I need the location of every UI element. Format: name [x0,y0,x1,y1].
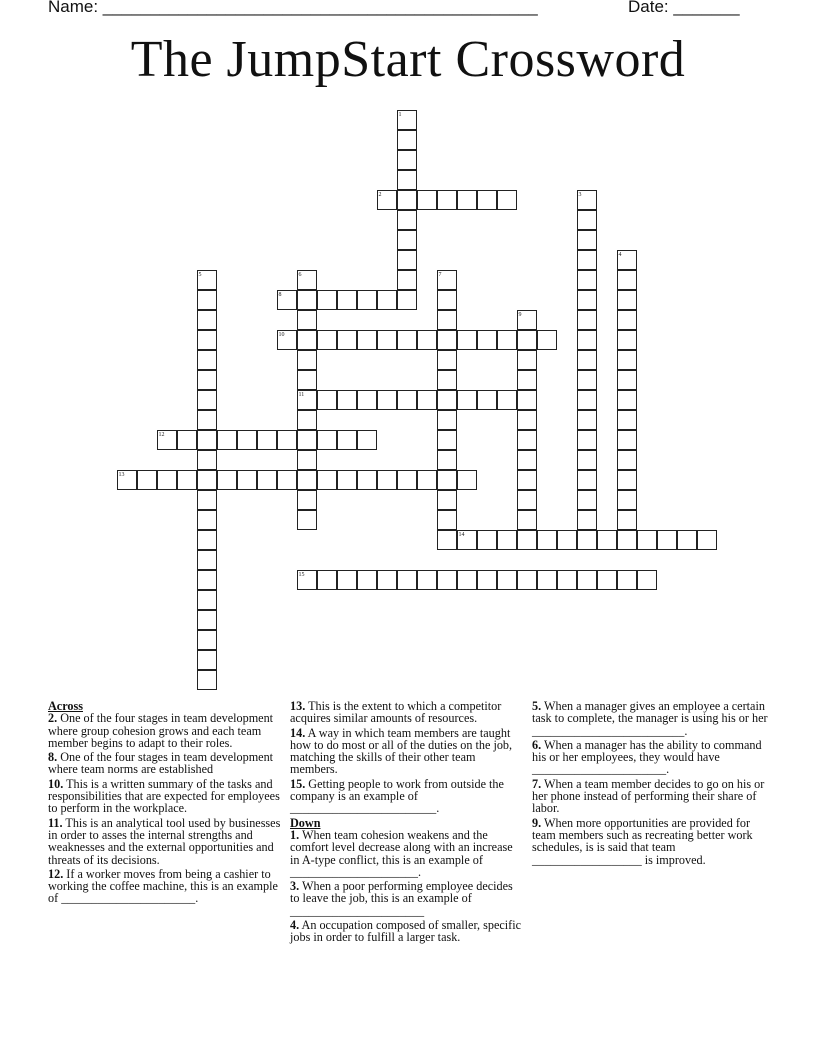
grid-cell[interactable] [437,290,457,310]
grid-cell[interactable] [477,190,497,210]
grid-cell[interactable] [297,450,317,470]
grid-cell[interactable] [517,350,537,370]
grid-cell[interactable] [457,330,477,350]
clue-across-8: 8. One of the four stages in team development where team norms are established [48,750,274,777]
grid-cell[interactable] [397,150,417,170]
grid-cell[interactable] [297,350,317,370]
grid-cell[interactable] [317,330,337,350]
clue-down-5: 5. When a manager gives an employee a certain task to complete, the manager is using his or her _________________________. [532,699,768,738]
clue-number: 4 [618,251,622,258]
name-line[interactable]: Name: ______________________________________________ [48,0,538,16]
clue-down-7: 7. When a team member decides to go on his or her phone instead of performing their share of labor. [532,776,765,816]
grid-cell[interactable] [557,570,577,590]
grid-cell[interactable] [577,490,597,510]
grid-cell[interactable] [397,390,417,410]
grid-cell[interactable] [397,290,417,310]
grid-cell[interactable] [317,430,337,450]
grid-cell[interactable] [197,470,217,490]
grid-cell[interactable] [617,390,637,410]
grid-cell[interactable] [577,310,597,330]
grid-cell[interactable] [697,530,717,550]
grid-cell[interactable] [437,490,457,510]
clue-across-15: 15. Getting people to work from outside the company is an example of ________________________. [290,776,504,816]
grid-cell[interactable] [317,290,337,310]
grid-cell[interactable] [337,430,357,450]
grid-cell[interactable] [197,610,217,630]
grid-cell[interactable] [197,390,217,410]
grid-cell[interactable] [457,470,477,490]
clue-down-6: 6. When a manager has the ability to command his or her employees, they would have ______________________. [532,737,762,777]
clue-down-1: 1. When team cohesion weakens and the comfort level decrease along with an increase in A-type conflict, this is an example of _____________________. [290,827,513,879]
grid-cell[interactable] [417,570,437,590]
grid-cell[interactable] [577,430,597,450]
grid-cell[interactable] [197,410,217,430]
clue-down-9: 9. When more opportunities are provided for team members such as recreating better work schedules, is is said that team __________________ is improved. [532,815,753,867]
grid-cell[interactable] [297,370,317,390]
clue-number: 13 [118,471,125,478]
grid-cell[interactable] [357,330,377,350]
grid-cell[interactable] [637,570,657,590]
clue-number: 2 [378,191,382,198]
grid-cell[interactable] [337,470,357,490]
grid-cell[interactable] [517,410,537,430]
grid-cell[interactable] [397,470,417,490]
grid-cell[interactable] [397,570,417,590]
clue-across-14: 14. A way in which team members are taught how to do most or all of the duties on the job, matching the skills of their other team members. [290,725,513,777]
clue-across-13: 13. This is the extent to which a competitor acquires similar amounts of resources. [290,699,502,726]
clue-number: 12 [158,431,165,438]
grid-cell[interactable] [577,570,597,590]
grid-cell[interactable] [517,510,537,530]
grid-cell[interactable] [457,190,477,210]
grid-cell[interactable] [497,530,517,550]
grid-cell[interactable] [257,430,277,450]
grid-cell[interactable] [357,570,377,590]
grid-cell[interactable] [177,470,197,490]
grid-cell[interactable] [397,130,417,150]
grid-cell[interactable] [597,570,617,590]
across-heading: Across [48,699,83,713]
grid-cell[interactable] [357,430,377,450]
grid-cell[interactable] [517,370,537,390]
grid-cell[interactable] [397,330,417,350]
grid-cell[interactable] [197,430,217,450]
grid-cell[interactable] [297,470,317,490]
grid-cell[interactable] [477,330,497,350]
grid-cell[interactable] [557,530,577,550]
grid-cell[interactable] [437,310,457,330]
grid-cell[interactable] [577,350,597,370]
grid-cell[interactable] [317,570,337,590]
grid-cell[interactable] [297,430,317,450]
grid-cell[interactable] [437,570,457,590]
grid-cell[interactable] [617,270,637,290]
grid-cell[interactable] [677,530,697,550]
grid-cell[interactable] [377,330,397,350]
grid-cell[interactable] [337,330,357,350]
clue-number: 14 [458,531,465,538]
grid-cell[interactable] [417,190,437,210]
grid-cell[interactable] [197,630,217,650]
grid-cell[interactable] [377,470,397,490]
grid-cell[interactable] [357,390,377,410]
grid-cell[interactable] [197,590,217,610]
grid-cell[interactable] [337,290,357,310]
grid-cell[interactable] [517,330,537,350]
grid-cell[interactable] [517,570,537,590]
grid-cell[interactable] [337,570,357,590]
grid-cell[interactable] [197,530,217,550]
grid-cell[interactable] [457,570,477,590]
grid-cell[interactable] [517,390,537,410]
clue-number: 6 [298,271,302,278]
grid-cell[interactable] [397,250,417,270]
grid-cell[interactable] [237,470,257,490]
grid-cell[interactable] [577,470,597,490]
grid-cell[interactable] [217,430,237,450]
clue-down-3: 3. When a poor performing employee decides to leave the job, this is an example of ______________________ [290,879,513,918]
grid-cell[interactable] [537,570,557,590]
grid-cell[interactable] [477,390,497,410]
grid-cell[interactable] [197,450,217,470]
clue-number: 15 [298,571,305,578]
grid-cell[interactable] [397,270,417,290]
date-line[interactable]: Date: _______ [628,0,740,16]
grid-cell[interactable] [437,390,457,410]
grid-cell[interactable] [537,530,557,550]
clue-number: 7 [438,271,442,278]
grid-cell[interactable] [617,290,637,310]
grid-cell[interactable] [577,290,597,310]
grid-cell[interactable] [577,230,597,250]
grid-cell[interactable] [197,570,217,590]
grid-cell[interactable] [437,430,457,450]
grid-cell[interactable] [617,330,637,350]
grid-cell[interactable] [257,470,277,490]
clue-across-10: 10. This is a written summary of the tasks and responsibilities that are expected for employees to perform in the workplace. [48,776,280,816]
grid-cell[interactable] [617,470,637,490]
grid-cell[interactable] [137,470,157,490]
grid-cell[interactable] [617,530,637,550]
grid-cell[interactable] [317,470,337,490]
grid-cell[interactable] [297,490,317,510]
clue-number: 3 [578,191,582,198]
clue-number: 11 [298,391,305,398]
grid-cell[interactable] [437,530,457,550]
grid-cell[interactable] [577,410,597,430]
grid-cell[interactable] [437,330,457,350]
clues-column-2 [290,700,524,946]
grid-cell[interactable] [197,370,217,390]
grid-cell[interactable] [437,350,457,370]
grid-cell[interactable] [597,530,617,550]
grid-cell[interactable] [337,390,357,410]
grid-cell[interactable] [437,190,457,210]
grid-cell[interactable] [417,330,437,350]
grid-cell[interactable] [457,390,477,410]
grid-cell[interactable] [617,510,637,530]
grid-cell[interactable] [617,410,637,430]
grid-cell[interactable] [437,510,457,530]
clue-across-11: 11. This is an analytical tool used by businesses in order to asses the internal strengths and weaknesses and the external opportunities and threats of its decisions. [48,815,281,867]
grid-cell[interactable] [617,490,637,510]
grid-cell[interactable] [477,530,497,550]
grid-cell[interactable] [397,190,417,210]
down-heading: Down [290,815,321,830]
grid-cell[interactable] [237,430,257,450]
grid-cell[interactable] [477,570,497,590]
grid-cell[interactable] [197,350,217,370]
grid-cell[interactable] [577,390,597,410]
grid-cell[interactable] [397,210,417,230]
grid-cell[interactable] [517,450,537,470]
clue-number: 1 [398,111,402,118]
grid-cell[interactable] [377,390,397,410]
grid-cell[interactable] [297,330,317,350]
grid-cell[interactable] [497,190,517,210]
grid-cell[interactable] [277,430,297,450]
grid-cell[interactable] [617,310,637,330]
grid-cell[interactable] [357,290,377,310]
grid-cell[interactable] [617,450,637,470]
grid-cell[interactable] [197,490,217,510]
grid-cell[interactable] [397,170,417,190]
grid-cell[interactable] [437,370,457,390]
grid-cell[interactable] [577,250,597,270]
grid-cell[interactable] [297,510,317,530]
grid-cell[interactable] [197,310,217,330]
grid-cell[interactable] [197,330,217,350]
grid-cell[interactable] [437,410,457,430]
grid-cell[interactable] [297,410,317,430]
grid-cell[interactable] [577,270,597,290]
grid-cell[interactable] [297,290,317,310]
grid-cell[interactable] [197,650,217,670]
grid-cell[interactable] [657,530,677,550]
grid-cell[interactable] [317,390,337,410]
clue-across-2: 2. One of the four stages in team development where group cohesion grows and each team member begins to adapt to their roles. [48,711,274,750]
grid-cell[interactable] [297,310,317,330]
clue-number: 5 [198,271,202,278]
grid-cell[interactable] [157,470,177,490]
clue-across-12: 12. If a worker moves from being a cashier to working the coffee machine, this is an example of ______________________. [48,866,278,906]
grid-cell[interactable] [377,290,397,310]
grid-cell[interactable] [197,510,217,530]
grid-cell[interactable] [577,210,597,230]
grid-cell[interactable] [617,370,637,390]
grid-cell[interactable] [397,230,417,250]
grid-cell[interactable] [357,470,377,490]
grid-cell[interactable] [497,570,517,590]
grid-cell[interactable] [517,530,537,550]
clue-number: 10 [278,331,285,338]
grid-cell[interactable] [197,670,217,690]
clue-number: 9 [518,311,522,318]
grid-cell[interactable] [577,370,597,390]
grid-cell[interactable] [517,490,537,510]
grid-cell[interactable] [417,470,437,490]
grid-cell[interactable] [617,570,637,590]
grid-cell[interactable] [577,450,597,470]
grid-cell[interactable] [517,470,537,490]
grid-cell[interactable] [577,510,597,530]
grid-cell[interactable] [177,430,197,450]
grid-cell[interactable] [437,470,457,490]
grid-cell[interactable] [197,550,217,570]
clues-column-1 [48,700,282,907]
grid-cell[interactable] [497,390,517,410]
grid-cell[interactable] [377,570,397,590]
grid-cell[interactable] [617,350,637,370]
puzzle-title: The JumpStart Crossword [130,31,686,88]
grid-cell[interactable] [577,330,597,350]
clues-column-3 [532,700,772,868]
clue-number: 8 [278,291,282,298]
grid-cell[interactable] [417,390,437,410]
grid-cell[interactable] [617,430,637,450]
grid-cell[interactable] [537,330,557,350]
grid-cell[interactable] [437,450,457,470]
grid-cell[interactable] [277,470,297,490]
grid-cell[interactable] [217,470,237,490]
grid-cell[interactable] [197,290,217,310]
grid-cell[interactable] [637,530,657,550]
clue-down-4: 4. An occupation composed of smaller, specific jobs in order to fulfill a larger task. [290,918,522,945]
grid-cell[interactable] [577,530,597,550]
grid-cell[interactable] [497,330,517,350]
grid-cell[interactable] [517,430,537,450]
